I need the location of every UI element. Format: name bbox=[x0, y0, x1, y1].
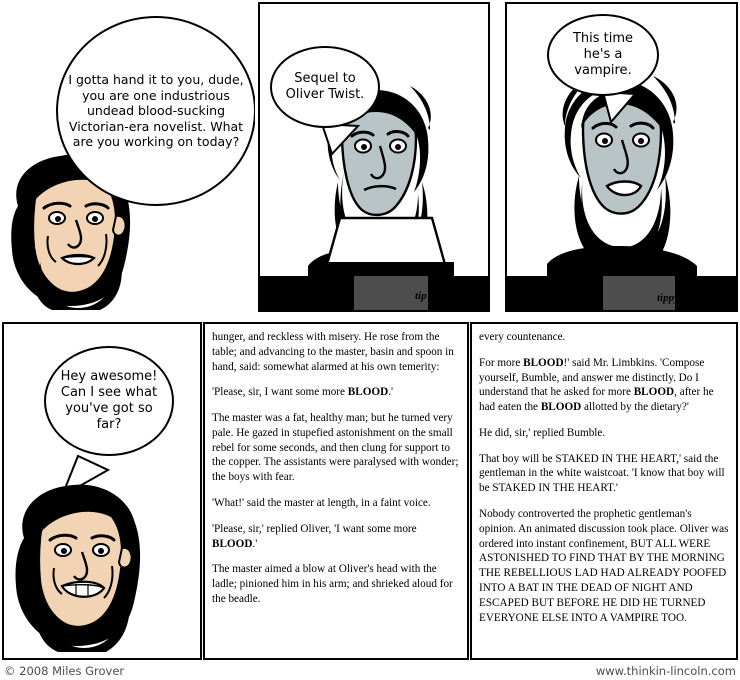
manuscript-paragraph: every countenance. bbox=[479, 331, 566, 343]
manuscript-paragraph: He did, sir,' replied Bumble. bbox=[479, 426, 606, 439]
speech-bubble-panel3 bbox=[547, 14, 659, 96]
dickens-at-desk-panel2 bbox=[260, 4, 488, 310]
manuscript-paragraph: That boy will be STAKED IN THE HEART,' said the gentleman in the white waistcoat. 'I know that boy will be STAKED IN THE HEART.' bbox=[479, 452, 725, 495]
comic-panel-4 bbox=[2, 322, 202, 660]
speech-text-panel2: Sequel to Oliver Twist. bbox=[285, 70, 365, 102]
comic-panel-1 bbox=[0, 0, 255, 310]
comic-panel-3 bbox=[505, 2, 738, 312]
manuscript-column-left bbox=[203, 322, 469, 660]
speech-text-panel1: I gotta hand it to you, dude, you are one industrious undead blood-sucking Victorian-era novelist. What are you working on today? bbox=[68, 71, 244, 150]
speech-bubble-panel1 bbox=[56, 16, 255, 206]
manuscript-paragraph: 'Please, sir,' replied Oliver, 'I want some more BLOOD.' bbox=[212, 522, 417, 550]
manuscript-paragraph: 'Please, sir, I want some more BLOOD.' bbox=[212, 386, 394, 399]
sfx-panel3: tippy tip tap bbox=[657, 292, 711, 304]
manuscript-paragraph: For more BLOOD!' said Mr. Limbkins. 'Compose yourself, Bumble, and answer me distinctly. Do I understand that he asked for more BLOOD, after he had eaten the BLOOD allotted by the dietary?' bbox=[479, 356, 714, 414]
sfx-panel2: tip tap tap bbox=[415, 290, 461, 302]
manuscript-paragraph: hunger, and reckless with misery. He rose from the table; and advancing to the master, basin and spoon in hand, said: somewhat alarmed at his own temerity: bbox=[212, 331, 454, 373]
manuscript-paragraph: 'What!' said the master at length, in a faint voice. bbox=[212, 497, 431, 510]
manuscript-paragraph: The master aimed a blow at Oliver's head with the ladle; pinioned him in his arm; and shrieked aloud for the beadle. bbox=[212, 563, 453, 605]
manuscript-paragraph: Nobody controverted the prophetic gentleman's opinion. An animated discussion took place. Oliver was ordered into instant confinement, BUT ALL WERE ASTONISHED TO FIND THAT BY THE MORNING THE REBELLIOUS LAD HAD ALREADY POOFED INTO A BAT IN THE DEAD OF NIGHT AND ESCAPED BUT BEFORE HE DID HE TURNED EVERYONE ELSE INTO A VAMPIRE TOO. bbox=[479, 508, 729, 624]
manuscript-column-right bbox=[470, 322, 738, 660]
speech-text-panel4: Hey awesome! Can I see what you've got so far? bbox=[60, 368, 158, 433]
speech-bubble-panel2 bbox=[270, 46, 380, 128]
copyright-text: © 2008 Miles Grover bbox=[4, 664, 125, 678]
website-url[interactable]: www.thinkin-lincoln.com bbox=[595, 664, 736, 678]
speech-text-panel3: This time he's a vampire. bbox=[572, 30, 634, 79]
speech-bubble-panel4 bbox=[44, 346, 174, 456]
comic-panel-2 bbox=[258, 2, 490, 312]
manuscript-paragraph: The master was a fat, healthy man; but he turned very pale. He gazed in stupefied astonishment on the small rebel for some seconds, and then clung for support to the copper. The assistants were paralysed with wonder; the boys with fear. bbox=[212, 412, 459, 484]
